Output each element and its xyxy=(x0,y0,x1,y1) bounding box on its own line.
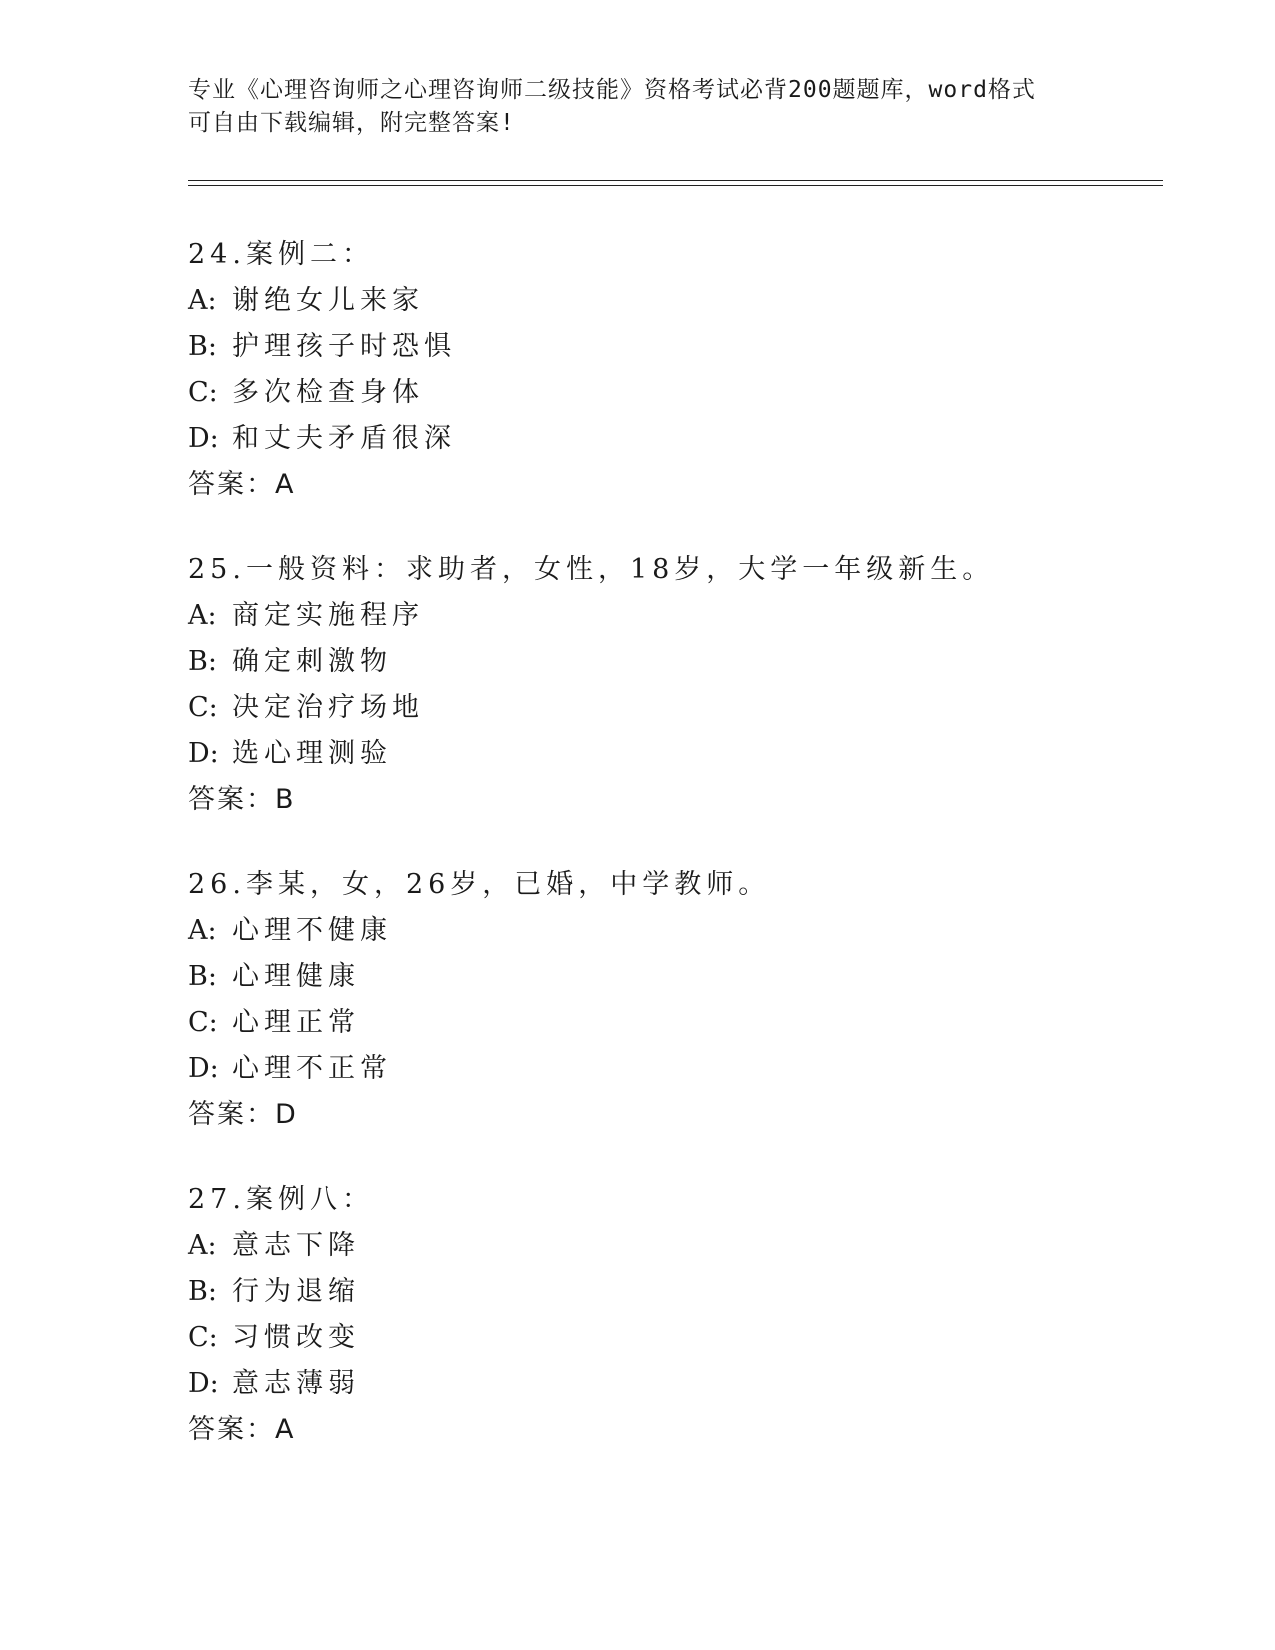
option-key: C: xyxy=(188,692,218,723)
option-text: 和丈夫矛盾很深 xyxy=(232,423,456,454)
answer: 答案：D xyxy=(188,1099,298,1130)
header-line-2: 可自由下载编辑，附完整答案! xyxy=(188,110,515,136)
option-text: 决定治疗场地 xyxy=(232,692,424,723)
answer: 答案：A xyxy=(188,1414,296,1445)
option-d xyxy=(188,1046,1168,1092)
option-text: 心理不正常 xyxy=(232,1053,392,1084)
option-text: 护理孩子时恐惧 xyxy=(232,331,456,362)
option-key: A: xyxy=(188,285,217,316)
option-text: 谢绝女儿来家 xyxy=(232,285,424,316)
option-a xyxy=(188,593,1168,639)
option-key: D: xyxy=(188,1368,219,1399)
option-b xyxy=(188,1269,1168,1315)
option-text: 选心理测验 xyxy=(232,738,392,769)
option-a xyxy=(188,278,1168,324)
option-text: 行为退缩 xyxy=(232,1276,360,1307)
answer: 答案：A xyxy=(188,469,296,500)
option-key: C: xyxy=(188,377,218,408)
header-divider-top xyxy=(188,180,1163,181)
option-text: 心理健康 xyxy=(232,961,360,992)
option-text: 意志薄弱 xyxy=(232,1368,360,1399)
option-text: 意志下降 xyxy=(232,1230,360,1261)
question-26 xyxy=(188,862,1168,1138)
option-key: A: xyxy=(188,600,217,631)
option-text: 心理不健康 xyxy=(232,915,392,946)
option-key: D: xyxy=(188,738,219,769)
option-b xyxy=(188,324,1168,370)
option-c xyxy=(188,1000,1168,1046)
question-24 xyxy=(188,232,1168,508)
option-d xyxy=(188,731,1168,777)
option-key: C: xyxy=(188,1322,218,1353)
question-27 xyxy=(188,1177,1168,1453)
option-key: B: xyxy=(188,961,217,992)
header-line-1: 专业《心理咨询师之心理咨询师二级技能》资格考试必背200题题库，word格式 xyxy=(188,77,1036,103)
option-key: B: xyxy=(188,1276,217,1307)
option-b xyxy=(188,954,1168,1000)
question-stem: 27.案例八： xyxy=(188,1184,374,1215)
option-text: 商定实施程序 xyxy=(232,600,424,631)
option-d xyxy=(188,416,1168,462)
option-key: B: xyxy=(188,331,217,362)
option-key: D: xyxy=(188,1053,219,1084)
option-text: 习惯改变 xyxy=(232,1322,360,1353)
option-a xyxy=(188,908,1168,954)
option-c xyxy=(188,685,1168,731)
option-key: C: xyxy=(188,1007,218,1038)
question-25 xyxy=(188,547,1168,823)
option-d xyxy=(188,1361,1168,1407)
header-divider-bottom xyxy=(188,185,1163,186)
question-stem: 26.李某，女，26岁，已婚，中学教师。 xyxy=(188,869,771,900)
option-text: 心理正常 xyxy=(232,1007,360,1038)
option-c xyxy=(188,370,1168,416)
option-text: 确定刺激物 xyxy=(232,646,392,677)
option-key: A: xyxy=(188,915,217,946)
option-b xyxy=(188,639,1168,685)
option-key: A: xyxy=(188,1230,217,1261)
question-stem: 24.案例二： xyxy=(188,239,374,270)
option-text: 多次检查身体 xyxy=(232,377,424,408)
option-c xyxy=(188,1315,1168,1361)
option-a xyxy=(188,1223,1168,1269)
option-key: D: xyxy=(188,423,219,454)
answer: 答案：B xyxy=(188,784,296,815)
document-header xyxy=(188,74,1088,140)
option-key: B: xyxy=(188,646,217,677)
question-stem: 25.一般资料：求助者，女性，18岁，大学一年级新生。 xyxy=(188,554,995,585)
